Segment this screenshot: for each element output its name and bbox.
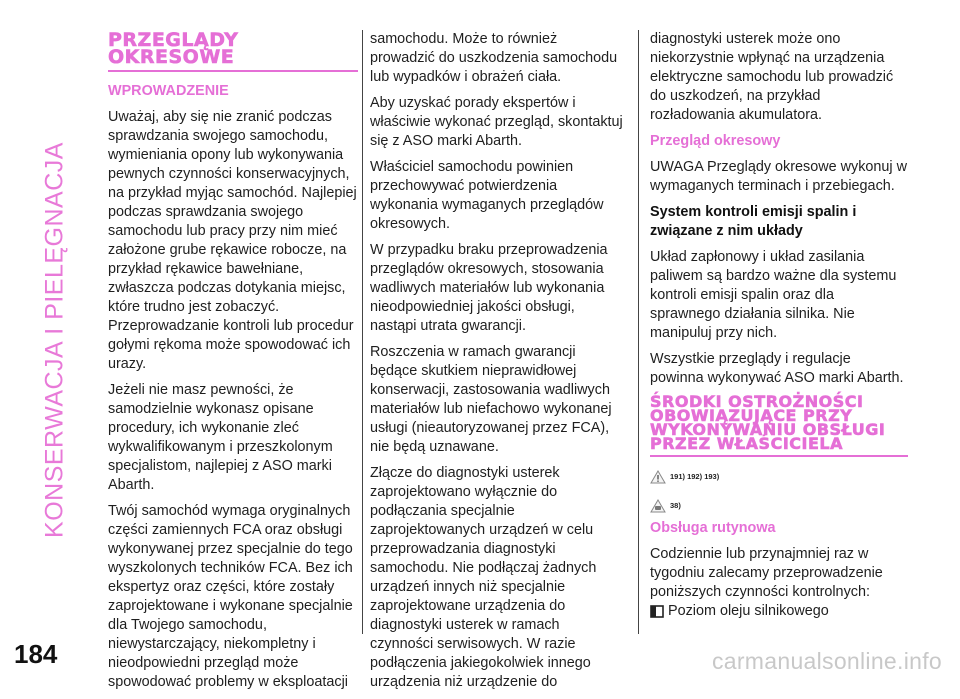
page-number: 184 xyxy=(14,639,58,669)
column-divider xyxy=(362,30,363,634)
list-item-label: Poziom oleju silnikowego xyxy=(668,603,829,619)
paragraph: Jeżeli nie masz pewności, że samodzielnie wykonasz opisane procedury, ich wykonanie zleć wykwalifikowanym i przeszkolonym specjalistom, najlepiej z ASO marki Abarth. xyxy=(108,382,333,493)
paragraph: Codziennie lub przynajmniej raz w tygodniu zalecamy przeprowadzenie poniższych czynności kontrolnych: xyxy=(650,546,883,600)
paragraph: Aby uzyskać porady ekspertów i właściwie wykonać przegląd, skontaktuj się z ASO marki Abarth. xyxy=(370,95,623,149)
paragraph: Uważaj, aby się nie zranić podczas sprawdzania swojego samochodu, wymieniania opony lub wykonywania pewnych czynności konserwacyjnych, na przykład myjąc samochód. Najlepiej podczas sprawdzania swojego samochodu lub pracy przy nim mieć założone grube rękawice robocze, na przykład rękawice bawełniane, zwłaszcza podczas dotykania miejsc, które trudno jest zobaczyć. Przeprowadzanie kontroli lub procedur gołymi rękoma może spowodować ich urazy. xyxy=(108,109,357,372)
paragraph: UWAGA Przeglądy okresowe wykonuj w wymaganych terminach i przebiegach. xyxy=(650,159,907,194)
subheading-periodic-service: Przegląd okresowy xyxy=(650,133,781,149)
heading-line: WYKONYWANIU OBSŁUGI xyxy=(650,420,886,439)
warning-triangle-icon xyxy=(650,470,666,484)
warning-reference-row xyxy=(650,467,908,486)
section-heading xyxy=(108,29,358,68)
heading-line: OKRESOWE xyxy=(108,46,235,68)
list-item xyxy=(650,602,908,621)
paragraph: Roszczenia w ramach gwarancji będące skutkiem nieprawidłowej konserwacji, zastosowania wadliwych materiałów lub niefachowo wykonanej usługi (nieautoryzowanej przez FCA), nie będą uznawane. xyxy=(370,344,612,455)
paragraph: samochodu. Może to również prowadzić do uszkodzenia samochodu lub wypadków i obrażeń ciała. xyxy=(370,31,618,85)
subheading-routine-service: Obsługa rutynowa xyxy=(650,520,776,536)
heading-line: PRZEGLĄDY xyxy=(108,29,239,51)
column-2 xyxy=(370,30,625,699)
note-references: 38) xyxy=(670,501,681,510)
side-section-title-text: KONSERWACJA I PIELĘGNACJA xyxy=(40,142,69,538)
paragraph: Układ zapłonowy i układ zasilania paliwem są bardzo ważne dla systemu kontroli emisji spalin oraz dla sprawnego działania silnika. Nie manipuluj przy nich. xyxy=(650,249,897,341)
subheading-introduction: WPROWADZENIE xyxy=(108,83,229,99)
paragraph: Twój samochód wymaga oryginalnych części zamiennych FCA oraz obsługi wykonywanej przez specjalnie do tego wyszkolonych techników FCA. Bez ich ekspertyz oraz części, które zostały zaprojektowane i wykonane specjalnie dla Twojego samochodu, niewystarczający, niekompletny i nieodpowiedni przegląd może spowodować problemy w eksploatacji xyxy=(108,503,353,690)
bold-heading-emission-system: System kontroli emisji spalin i związane z nim układy xyxy=(650,204,857,239)
column-1 xyxy=(108,30,358,699)
heading-line: PRZEZ WŁAŚCICIELA xyxy=(650,434,843,453)
section-heading-precautions xyxy=(650,392,908,453)
column-3 xyxy=(650,30,908,621)
heading-line: ŚRODKI OSTROŻNOŚCI xyxy=(650,392,864,411)
paragraph: W przypadku braku przeprowadzenia przeglądów okresowych, stosowania wadliwych materiałów lub wykonania nieodpowiedniej jakości obsługi, nastąpi utrata gwarancji. xyxy=(370,242,608,334)
note-reference-row xyxy=(650,496,908,515)
heading-underline xyxy=(650,455,908,457)
heading-underline xyxy=(108,70,358,72)
watermark: carmanualsonline.info xyxy=(711,648,942,674)
column-divider xyxy=(638,30,639,634)
paragraph: diagnostyki usterek może ono niekorzystnie wpłynąć na urządzenia elektryczne samochodu lub prowadzić do uszkodzeń, na przykład rozładowania akumulatora. xyxy=(650,31,894,123)
checkbox-bullet-icon xyxy=(650,605,664,618)
caution-hand-icon xyxy=(650,499,666,513)
paragraph: Wszystkie przeglądy i regulacje powinna wykonywać ASO marki Abarth. xyxy=(650,351,904,386)
paragraph: Złącze do diagnostyki usterek zaprojektowano wyłącznie do podłączania specjalnie zaprojektowanych urządzeń w celu przeprowadzania diagnostyki samochodu. Nie podłączaj żadnych urządzeń innych niż specjalnie zaprojektowane urządzenia do diagnostyki usterek w ramach czynności serwisowych. W razie podłączenia jakiegokolwiek innego urządzenia niż urządzenie do xyxy=(370,465,597,690)
heading-line: OBOWIĄZUJĄCE PRZY xyxy=(650,406,853,425)
paragraph: Właściciel samochodu powinien przechowywać potwierdzenia wykonania wymaganych przeglądów okresowych. xyxy=(370,159,604,232)
warning-references: 191) 192) 193) xyxy=(670,472,720,481)
